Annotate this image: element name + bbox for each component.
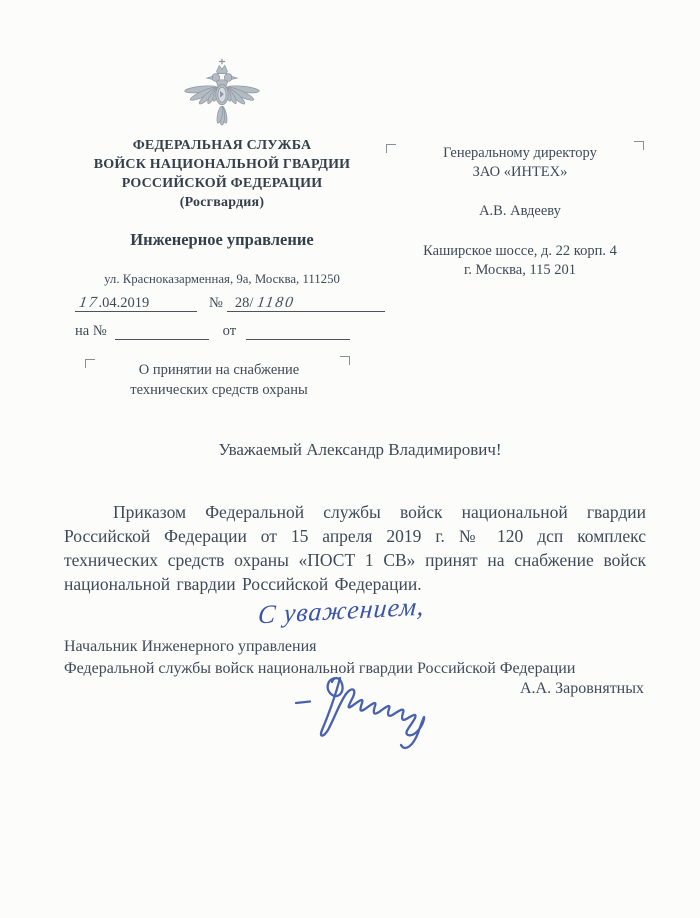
subject-line: технических средств охраны xyxy=(130,382,308,398)
printed-date: .04.2019 xyxy=(98,295,150,311)
number-sign: № xyxy=(209,295,223,311)
sender-address: ул. Красноказарменная, 9а, Москва, 111250 xyxy=(104,272,340,286)
printed-number-prefix: 28/ xyxy=(234,295,254,311)
signer-title-line: Начальник Инженерного управления xyxy=(64,638,317,655)
signature-scribble xyxy=(250,672,450,759)
signer-name: А.А. Заровнятных xyxy=(519,680,644,697)
reply-reference-row xyxy=(75,322,385,341)
date-and-number-row xyxy=(75,294,385,313)
reply-no-label: на № xyxy=(75,323,107,339)
reply-number-field xyxy=(115,322,209,340)
reply-date-field xyxy=(246,322,350,340)
addressee-block xyxy=(392,144,648,280)
signer-title-line: Федеральной службы войск национальной гвардии Российской Федерации xyxy=(64,660,576,677)
org-name-block xyxy=(56,136,388,212)
addressee-role: Генеральному директору xyxy=(443,145,597,161)
salutation: Уважаемый Александр Владимирович! xyxy=(218,440,502,459)
body-paragraph: Приказом Федеральной службы войск национальной гвардии Российской Федерации от 15 апреля 2019 г. № 120 дсп комплекс технических средств охраны «ПОСТ 1 СВ» принят на снабжение войск национальной гвардии Российской Федерации. xyxy=(64,502,646,594)
double-headed-eagle-icon xyxy=(183,58,261,141)
reply-from-label: от xyxy=(222,323,237,339)
department-title: Инженерное управление xyxy=(130,230,314,249)
addressee-street: Каширское шоссе, д. 22 корп. 4 xyxy=(423,243,617,259)
reference-block xyxy=(75,294,385,341)
org-name-line: ВОЙСК НАЦИОНАЛЬНОЙ ГВАРДИИ xyxy=(93,157,351,172)
addressee-company: ЗАО «ИНТЕХ» xyxy=(472,164,568,180)
org-name-line: (Росгвардия) xyxy=(179,195,265,210)
addressee-name: А.В. Авдееву xyxy=(479,203,561,219)
subject-line: О принятии на снабжение xyxy=(138,362,300,378)
date-field xyxy=(75,294,197,312)
outgoing-number-field xyxy=(227,294,385,312)
handwritten-number: 1180 xyxy=(255,294,297,311)
org-name-line: РОССИЙСКОЙ ФЕДЕРАЦИИ xyxy=(121,176,323,191)
subject-block xyxy=(90,360,348,400)
handwritten-date-day: 17 xyxy=(77,294,100,311)
org-name-line: ФЕДЕРАЛЬНАЯ СЛУЖБА xyxy=(132,138,312,153)
handwritten-closing: С уважением, xyxy=(256,591,426,630)
addressee-city: г. Москва, 115 201 xyxy=(463,262,577,278)
